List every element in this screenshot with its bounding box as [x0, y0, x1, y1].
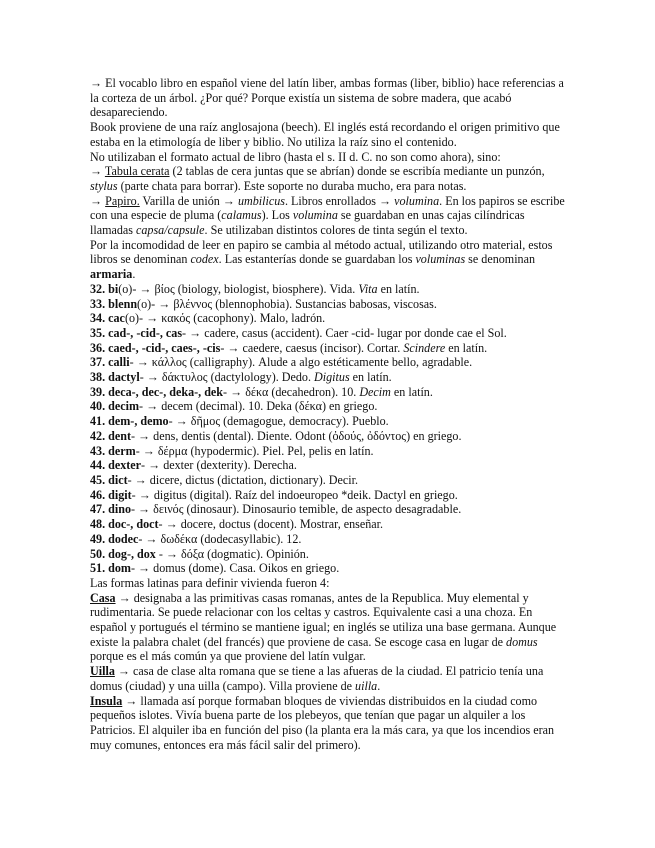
entry-latin-word: Scindere	[403, 340, 446, 355]
paragraph-insula	[90, 694, 570, 753]
entry-definition: - → δῆμος (demagogue, democracy). Pueblo.	[168, 414, 389, 429]
entry-term: 39. deca-, dec-, deka-, dek	[90, 384, 224, 399]
term-volumina: volumina	[292, 208, 338, 223]
entry-term: 45. dict	[90, 472, 128, 487]
entry-row	[90, 444, 570, 459]
term-stylus: stylus	[90, 178, 118, 193]
entry-row	[90, 517, 570, 532]
entry-definition: - → δάκτυλος (dactylology). Dedo.	[139, 370, 315, 385]
entry-term: 49. dodec	[90, 531, 139, 546]
entry-term: 33. blenn	[90, 296, 138, 311]
entry-row	[90, 488, 570, 503]
text: → designaba a las primitivas casas romanas, antes de la Republica. Muy elemental y rudimentaria. Se puede relacionar con los celtas y castros. Equivalente casi a una choza. En español y portugués el término se mantiene igual; en inglés se utiliza una base germana. Aunque existe la palabra chalet (del francés) que proviene de casa. Se escoge casa en lugar de	[90, 590, 557, 649]
text: . En los papiros se escribe con una especie de pluma (	[90, 193, 565, 223]
entry-definition: - → cadere, casus (accident). Caer -cid- lugar por donde cae el Sol.	[182, 325, 507, 340]
entry-row	[90, 561, 570, 576]
entry-tail: en latín.	[349, 370, 392, 385]
entry-row	[90, 355, 570, 370]
arrow-icon: →	[90, 193, 106, 208]
text: . Libros enrollados →	[284, 193, 395, 208]
entry-term: 51. dom	[90, 561, 131, 576]
entry-row	[90, 532, 570, 547]
entry-term: 47. dino	[90, 502, 131, 517]
paragraph-formato: No utilizaban el formato actual de libro (hasta el s. II d. C. no son como ahora), sino:	[90, 149, 501, 164]
text: porque es el más común ya que proviene del latín vulgar.	[90, 649, 366, 664]
entry-definition: - → δέρμα (hypodermic). Piel. Pel, pelis en latín.	[135, 443, 374, 458]
entry-term: 44. dexter	[90, 458, 142, 473]
entry-term: 48. doc-, doct	[90, 517, 159, 532]
term-volumina: volumina	[394, 193, 440, 208]
text: ). Los	[261, 208, 293, 223]
paragraph-vivienda-intro: Las formas latinas para definir vivienda fueron 4:	[90, 575, 330, 590]
paragraph-papiro	[90, 194, 570, 238]
text: .	[377, 678, 381, 693]
document-page	[90, 76, 570, 752]
entry-definition: (o)- → βλέννος (blennophobia). Sustancias babosas, viscosas.	[137, 296, 437, 311]
term-domus: domus	[506, 634, 538, 649]
paragraph-tabula-cerata	[90, 164, 570, 193]
paragraph-codex	[90, 238, 570, 282]
text: Varilla de unión →	[139, 193, 238, 208]
arrow-icon: →	[90, 164, 105, 179]
paragraph-book: Book proviene de una raíz anglosajona (beech). El inglés está recordando el origen primitivo que estaba en la etimología de liber y biblio. No utiliza la raíz sino el contenido.	[90, 120, 560, 149]
term-casa: Casa	[90, 590, 116, 605]
term-uilla-italic: uilla	[355, 678, 378, 693]
entry-definition: - → κάλλος (calligraphy). Alude a algo estéticamente bello, agradable.	[129, 355, 473, 370]
entry-definition: (o)- → κακός (cacophony). Malo, ladrón.	[124, 311, 326, 326]
term-armaria: armaria	[90, 267, 133, 282]
term-umbilicus: umbilicus	[237, 193, 285, 208]
entry-term: 50. dog-, dox	[90, 546, 156, 561]
text: .	[132, 267, 136, 282]
entry-row	[90, 297, 570, 312]
entry-definition: - → dens, dentis (dental). Diente. Odont (ὀδούς, ὀδόντος) en griego.	[131, 428, 462, 443]
entry-row	[90, 399, 570, 414]
text: (2 tablas de cera juntas que se abrían) donde se escribía mediante un punzón,	[169, 164, 545, 179]
entry-row	[90, 341, 570, 356]
text: . Se utilizaban distintos colores de tinta según el texto.	[204, 223, 468, 238]
entry-definition: - → domus (dome). Casa. Oikos en griego.	[131, 561, 340, 576]
entry-latin-word: Digitus	[314, 370, 350, 385]
entry-term: 32. bi	[90, 281, 119, 296]
entry-row	[90, 311, 570, 326]
entry-definition: - → digitus (digital). Raíz del indoeuropeo *deik. Dactyl en griego.	[131, 487, 458, 502]
text: . Las estanterías donde se guardaban los	[218, 252, 416, 267]
entry-row	[90, 414, 570, 429]
term-capsa: capsa/capsule	[136, 223, 205, 238]
entry-row	[90, 282, 570, 297]
entry-term: 41. dem-, demo	[90, 414, 169, 429]
entry-definition: - → dicere, dictus (dictation, dictionary). Decir.	[127, 472, 358, 487]
entry-tail: en latín.	[390, 384, 433, 399]
entry-term: 37. calli	[90, 355, 130, 370]
entry-definition: - → docere, doctus (docent). Mostrar, enseñar.	[158, 517, 384, 532]
entry-term: 38. dactyl	[90, 370, 140, 385]
text: → casa de clase alta romana que se tiene a las afueras de la ciudad. El patricio tenía una domus (ciudad) y una uilla (campo). Villa proviene de	[90, 664, 544, 693]
term-papiro: Papiro.	[105, 193, 140, 208]
entry-definition: - → δέκα (decahedron). 10.	[223, 384, 360, 399]
term-voluminas: voluminas	[415, 252, 466, 267]
entry-row	[90, 326, 570, 341]
term-calamus: calamus	[221, 208, 262, 223]
entry-term: 35. cad-, -cid-, cas	[90, 325, 183, 340]
entry-definition: - → dexter (dexterity). Derecha.	[141, 458, 297, 473]
entry-definition: - → δωδέκα (dodecasyllabic). 12.	[138, 531, 302, 546]
entry-term: 40. decim	[90, 399, 140, 414]
entry-definition: - → decem (decimal). 10. Deka (δέκα) en griego.	[139, 399, 378, 414]
entry-row	[90, 385, 570, 400]
entry-row	[90, 429, 570, 444]
entry-tail: en latín.	[445, 340, 488, 355]
entry-term: 36. caed-, -cid-, caes-, -cis	[90, 340, 221, 355]
entry-latin-word: Decim	[359, 384, 391, 399]
entry-term: 34. cac	[90, 311, 125, 326]
entry-definition: - → caedere, caesus (incisor). Cortar.	[220, 340, 404, 355]
term-uilla: Uilla	[90, 664, 115, 679]
entry-term: 43. derm	[90, 443, 136, 458]
paragraph-uilla	[90, 664, 570, 693]
entry-latin-word: Vita	[358, 281, 378, 296]
term-codex: codex	[190, 252, 219, 267]
text: (parte chata para borrar). Este soporte no duraba mucho, era para notas.	[117, 178, 467, 193]
paragraph-liber: → El vocablo libro en español viene del latín liber, ambas formas (liber, biblio) hace referencias a la corteza de un árbol. ¿Por qué? Porque existía un sistema de sobre madera, que acabó desapareciendo.	[90, 76, 564, 120]
entry-row	[90, 370, 570, 385]
entry-list	[90, 282, 570, 576]
entry-row	[90, 473, 570, 488]
entry-term: 42. dent	[90, 428, 131, 443]
text: Por la incomodidad de leer en papiro se cambia al método actual, utilizando otro material, estos libros se denominan	[90, 237, 553, 267]
entry-definition: - → δεινός (dinosaur). Dinosaurio temible, de aspecto desagradable.	[131, 502, 462, 517]
term-insula: Insula	[90, 693, 123, 708]
entry-tail: en latín.	[377, 281, 420, 296]
entry-row	[90, 502, 570, 517]
text: → llamada así porque formaban bloques de viviendas distribuidos en la ciudad como pequeños islotes. Vivía buena parte de los plebeyos, que tenían que pagar un alquiler a los Patricios. El alquiler iba en función del piso (la planta era la más cara, ya que los incendios eran muy comunes, entonces era más fácil salir del primero).	[90, 693, 555, 752]
entry-row	[90, 547, 570, 562]
entry-term: 46. digit	[90, 487, 132, 502]
term-tabula-cerata: Tabula cerata	[104, 164, 170, 179]
entry-definition: (o)- → βίος (biology, biologist, biosphere). Vida.	[118, 281, 359, 296]
paragraph-casa	[90, 591, 570, 665]
entry-row	[90, 458, 570, 473]
text: se guardaban en unas cajas cilíndricas llamadas	[90, 208, 525, 238]
text: se denominan	[465, 252, 536, 267]
entry-definition: - → δόξα (dogmatic). Opinión.	[155, 546, 309, 561]
